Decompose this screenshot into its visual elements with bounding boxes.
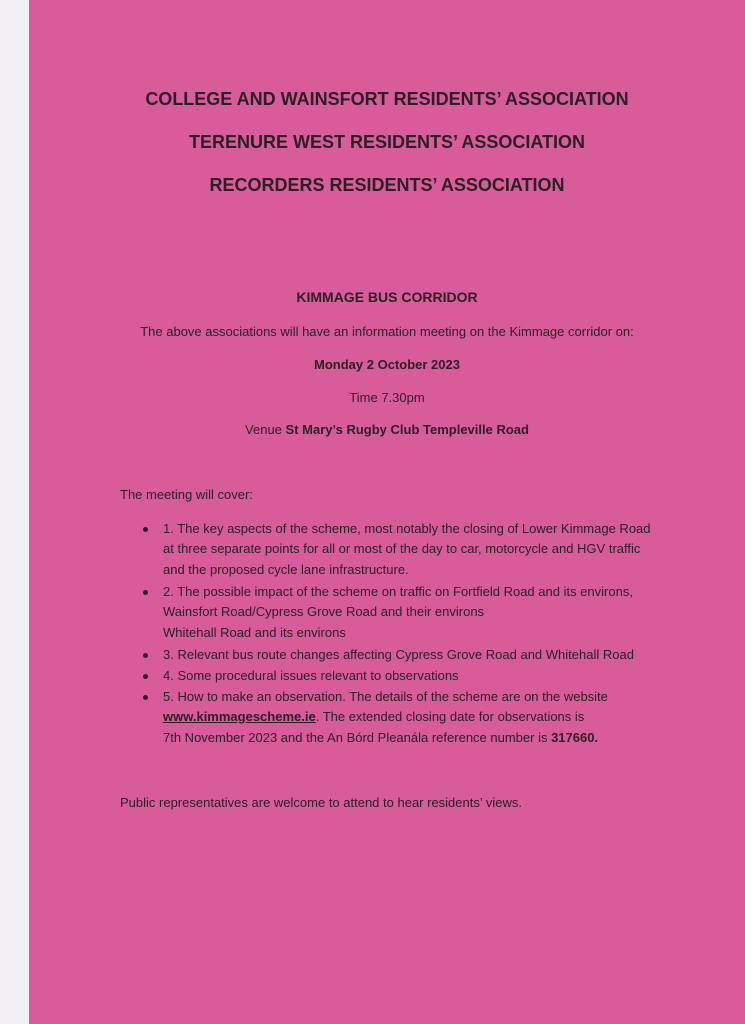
venue-name: St Mary’s Rugby Club Templeville Road xyxy=(285,422,529,437)
item-1-line-2: at three separate points for all or most of the day to car, motorcycle and HGV traffic xyxy=(163,541,641,556)
website-link[interactable]: www.kimmagescheme.ie xyxy=(163,709,316,724)
intro-text: The above associations will have an information meeting on the Kimmage corridor on: xyxy=(140,324,634,339)
bullet-dot xyxy=(143,674,148,679)
bullet-dot xyxy=(143,527,148,532)
item-2-line-1: 2. The possible impact of the scheme on traffic on Fortfield Road and its environs, xyxy=(163,584,633,599)
item-1-line-1: 1. The key aspects of the scheme, most notably the closing of Lower Kimmage Road xyxy=(163,521,651,536)
meeting-date: Monday 2 October 2023 xyxy=(314,357,460,372)
item-2-line-2: Wainsfort Road/Cypress Grove Road and their environs xyxy=(163,604,485,619)
item-5-line-2 xyxy=(163,709,584,724)
venue-prefix: Venue xyxy=(245,422,286,437)
item-4-line-1: 4. Some procedural issues relevant to observations xyxy=(163,668,459,683)
bullet-dot xyxy=(143,653,148,658)
association-title-1: COLLEGE AND WAINSFORT RESIDENTS’ ASSOCIATION xyxy=(145,89,629,109)
item-5-line-3 xyxy=(163,730,598,745)
item-3-line-1: 3. Relevant bus route changes affecting Cypress Grove Road and Whitehall Road xyxy=(163,647,634,662)
bullet-dot xyxy=(143,590,148,595)
closing-text: Public representatives are welcome to attend to hear residents’ views. xyxy=(120,795,522,810)
flyer-page xyxy=(29,0,745,1024)
item-5-line-3-text: 7th November 2023 and the An Bórd Pleanála reference number is xyxy=(163,730,552,745)
reference-number: 317660. xyxy=(551,730,599,745)
cover-intro: The meeting will cover: xyxy=(120,487,253,502)
item-5-line-2-text: . The extended closing date for observations is xyxy=(315,709,585,724)
item-2-line-3: Whitehall Road and its environs xyxy=(163,625,346,640)
meeting-time: Time 7.30pm xyxy=(349,390,425,405)
association-title-2: TERENURE WEST RESIDENTS’ ASSOCIATION xyxy=(188,132,586,152)
item-1-line-3: and the proposed cycle lane infrastructure. xyxy=(163,562,409,577)
association-title-3: RECORDERS RESIDENTS’ ASSOCIATION xyxy=(209,175,565,195)
meeting-venue xyxy=(29,422,745,437)
bullet-dot xyxy=(143,695,148,700)
heading: KIMMAGE BUS CORRIDOR xyxy=(296,289,478,305)
item-5-line-1: 5. How to make an observation. The details of the scheme are on the website xyxy=(163,689,608,704)
